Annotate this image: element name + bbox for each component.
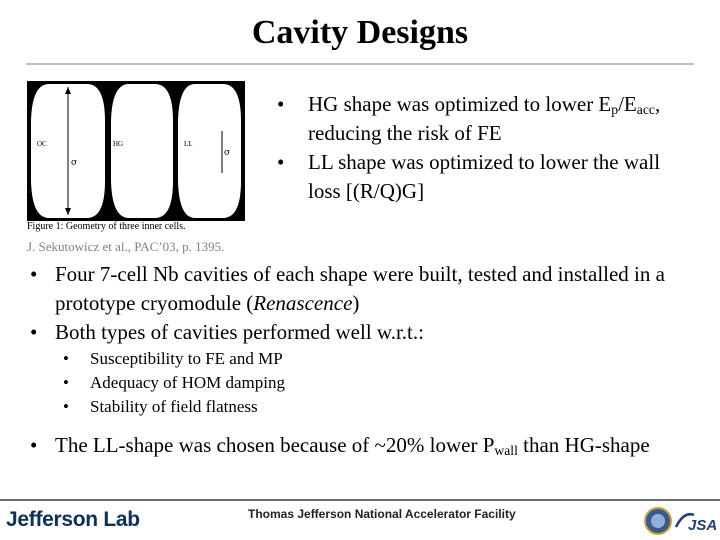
bullet-glyph: • <box>277 92 285 116</box>
jefferson-lab-logo: Jefferson Lab <box>6 508 140 531</box>
bullet-glyph: • <box>30 320 38 344</box>
cavity-geometry-figure <box>27 81 245 234</box>
bullet-ll-chosen: • The LL-shape was chosen because of ~20% lower $P_{wall}$ than HG-shape <box>30 433 650 458</box>
bullet-glyph: • <box>63 397 69 416</box>
bullet-glyph: • <box>63 373 69 392</box>
sub-bullet-hom-damping: • Adequacy of HOM damping <box>63 371 695 395</box>
figure-caption: Figure 1: Geometry of three inner cells. <box>27 221 186 232</box>
sub-bullet-fe-mp: • Susceptibility to FE and MP <box>63 347 695 371</box>
sub-bullet-list <box>63 347 695 419</box>
bullet-glyph: • <box>30 433 38 457</box>
figure-label-ll: LL <box>184 140 193 148</box>
hg-cell-shape <box>111 84 173 218</box>
jsa-logo-text: JSA <box>688 517 718 534</box>
main-bullet-list <box>30 260 695 460</box>
sigma-equator-symbol: σ <box>71 158 78 168</box>
sigma-iris-symbol: σ <box>224 148 231 158</box>
bullet-performance: • Both types of cavities performed well w.r.t.: <box>30 318 695 347</box>
slide-title: Cavity Designs <box>251 14 469 51</box>
bullet-four-cavities: • Four 7-cell Nb cavities of each shape were built, tested and installed in a prototype cryomodule (Renascence) <box>30 262 665 315</box>
figure-label-oc: OC <box>37 140 47 148</box>
footer-emblems <box>642 505 720 537</box>
title-rule <box>26 63 694 65</box>
bullet-glyph: • <box>63 349 69 368</box>
figure-credit: J. Sekutowicz et al., PAC’03, p. 1395. <box>27 239 225 254</box>
ll-cell-shape <box>178 84 241 218</box>
bullet-hg-shape: • HG shape was optimized to lower $E_p/E_{acc}$, reducing the risk of FE <box>277 92 661 145</box>
figure-label-hg: HG <box>113 140 124 148</box>
footer-rule <box>0 499 720 501</box>
sub-bullet-field-flatness: • Stability of field flatness <box>63 395 695 419</box>
bullet-glyph: • <box>277 150 285 174</box>
facility-name: Thomas Jefferson National Accelerator Facility <box>248 507 516 521</box>
bullet-ll-shape: • LL shape was optimized to lower the wall loss [(R/Q)G] <box>277 150 661 203</box>
right-bullet-list <box>277 90 697 206</box>
bullet-glyph: • <box>30 262 38 286</box>
